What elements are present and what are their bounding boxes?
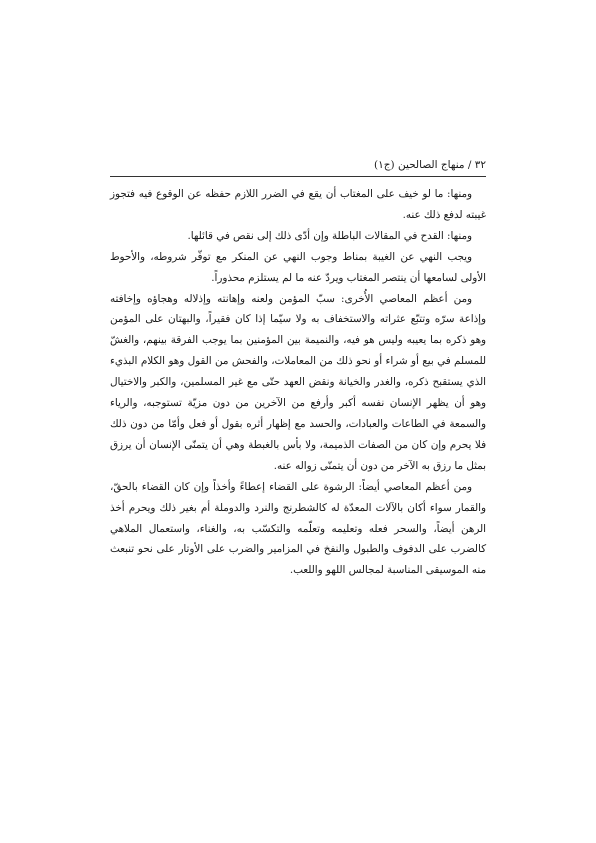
book-page: [110, 0, 486, 843]
paragraph: ومنها: ما لو خيف على المغتاب أن يقع في الضرر اللازم حفظه عن الوقوع فيه فتجوز غيبته لدفع ذلك عنه.: [110, 188, 486, 221]
body-text: [110, 184, 486, 581]
paragraph: ومن أعظم المعاصي الأُخرى: سبّ المؤمن ولعنه وإهانته وإذلاله وهجاؤه وإخافته وإذاعة سرّه وتتبّع عثراته والاستخفاف به ولا سيّما إذا كان فقيراً، والبهتان على المؤمن وهو ذكره بما يعيبه وليس هو فيه، والنميمة بين المؤمنين بما يوجب الفرقة بينهم، والغشّ للمسلم في بيع أو شراء أو نحو ذلك من المعاملات، والفحش من القول وهو الكلام البذيء الذي يستقبح ذكره، والغدر والخيانة ونقض العهد حتّى مع غير المسلمين، والكبر والاختيال وهو أن يظهر الإنسان نفسه أكبر وأرفع من الآخرين من دون مزيّة تستوجبه، والرياء والسمعة في الطاعات والعبادات، والحسد مع إظهار أثره بقول أو فعل وأمّا من دون ذلك فلا يحرم وإن كان من الصفات الذميمة، ولا بأس بالغبطة وهي أن يتمنّى الإنسان أن يرزق بمثل ما رزق به الآخر من دون أن يتمنّى زواله عنه.: [110, 292, 486, 472]
paragraph: ومنها: القدح في المقالات الباطلة وإن أدّى ذلك إلى نقص في قائلها.: [187, 229, 472, 242]
running-header: ٣٢ / منهاج الصالحين (ج١): [374, 159, 486, 171]
header-divider: [110, 176, 486, 177]
paragraph: ومن أعظم المعاصي أيضاً: الرشوة على القضاء إعطاءً وأخذاً وإن كان القضاء بالحقّ، والقمار سواء أكان بالآلات المعدّة له كالشطرنج والنرد والدوملة أم بغير ذلك ويحرم أخذ الرهن أيضاً، والسحر فعله وتعليمه وتعلّمه والتكسّب به، والغناء، واستعمال الملاهي كالضرب على الدفوف والطبول والنفخ في المزامير والضرب على الأوتار على نحو تنبعث منه الموسيقى المناسبة لمجالس اللهو واللعب.: [110, 480, 486, 577]
paragraph: ويجب النهي عن الغيبة بمناط وجوب النهي عن المنكر مع توفّر شروطه، والأحوط الأولى لسامعها أن ينتصر المغتاب ويردّ عنه ما لم يستلزم محذوراً.: [110, 250, 486, 284]
